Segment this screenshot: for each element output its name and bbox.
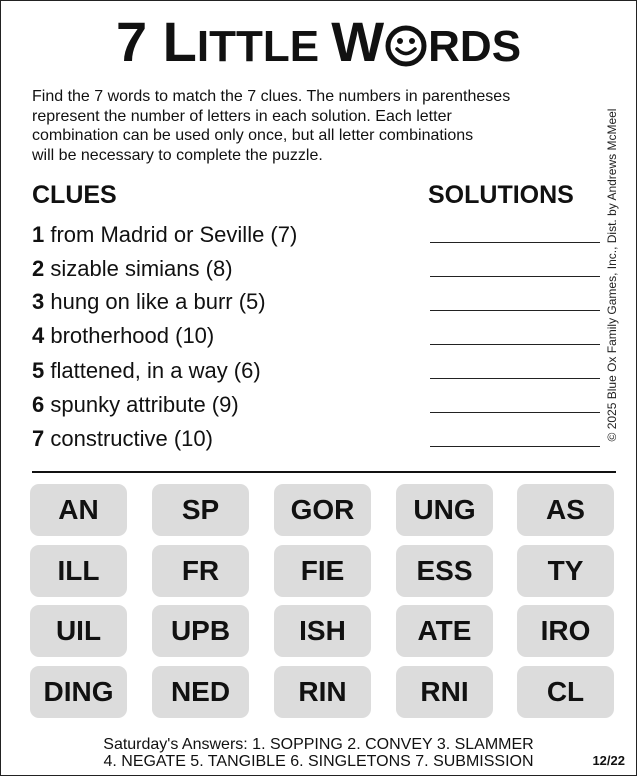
- title-part-2: ITTLE: [196, 22, 332, 71]
- clue-4: [32, 325, 214, 347]
- clues-heading: CLUES: [32, 181, 117, 209]
- clue-6: [32, 394, 239, 416]
- clue-1: [32, 224, 297, 246]
- letter-tile[interactable]: UNG: [396, 484, 493, 536]
- clue-number: 4: [32, 323, 45, 348]
- instructions-line: will be necessary to complete the puzzle.: [32, 146, 323, 164]
- clue-text: brotherhood (10): [44, 323, 215, 348]
- solution-blank-2[interactable]: [430, 276, 600, 277]
- clue-3: [32, 291, 266, 313]
- letter-tile[interactable]: DING: [30, 666, 127, 718]
- letter-tile[interactable]: ILL: [30, 545, 127, 597]
- instructions-line: Find the 7 words to match the 7 clues. The numbers in parentheses: [32, 88, 511, 105]
- letter-tile[interactable]: ATE: [396, 605, 493, 657]
- clue-number: 3: [32, 289, 45, 314]
- instructions: [32, 87, 617, 165]
- letter-tile[interactable]: SP: [152, 484, 249, 536]
- clue-text: hung on like a burr (5): [44, 289, 266, 314]
- clue-number: 2: [32, 256, 45, 281]
- title-part-3: W: [331, 10, 385, 73]
- instructions-line: represent the number of letters in each solution. Each letter: [32, 107, 452, 125]
- instructions-line: combination can be used only once, but all letter combinations: [32, 127, 474, 144]
- letter-tile[interactable]: NED: [152, 666, 249, 718]
- letter-tile[interactable]: RNI: [396, 666, 493, 718]
- letter-tile[interactable]: AS: [517, 484, 614, 536]
- letter-tile[interactable]: CL: [517, 666, 614, 718]
- clue-text: constructive (10): [44, 426, 213, 451]
- previous-answers-line-1: Saturday's Answers: 1. SOPPING 2. CONVEY 3. SLAMMER: [103, 736, 534, 753]
- section-divider: [32, 471, 616, 473]
- solution-blank-4[interactable]: [430, 344, 600, 345]
- clue-text: spunky attribute (9): [44, 392, 239, 417]
- solution-blank-1[interactable]: [430, 242, 600, 243]
- clue-7: [32, 428, 213, 450]
- letter-tile[interactable]: IRO: [517, 605, 614, 657]
- letter-tile[interactable]: ISH: [274, 605, 371, 657]
- solution-blank-3[interactable]: [430, 310, 600, 311]
- previous-answers-line-2: 4. NEGATE 5. TANGIBLE 6. SINGLETONS 7. SUBMISSION: [103, 753, 534, 770]
- title-part-4: RDS: [428, 22, 522, 71]
- puzzle-date: 12/22: [592, 753, 625, 768]
- clue-5: [32, 360, 261, 382]
- smiley-face-icon: [385, 25, 427, 71]
- letter-tile[interactable]: UIL: [30, 605, 127, 657]
- clue-number: 7: [32, 426, 45, 451]
- title-part-1: 7 L: [115, 10, 197, 73]
- clue-2: [32, 258, 233, 280]
- letter-tile[interactable]: UPB: [152, 605, 249, 657]
- solutions-heading: SOLUTIONS: [428, 181, 574, 209]
- solution-blank-5[interactable]: [430, 378, 600, 379]
- letter-tile[interactable]: FR: [152, 545, 249, 597]
- letter-tile[interactable]: RIN: [274, 666, 371, 718]
- letter-tile[interactable]: FIE: [274, 545, 371, 597]
- letter-tile[interactable]: ESS: [396, 545, 493, 597]
- clue-number: 5: [32, 358, 45, 383]
- copyright-notice: © 2025 Blue Ox Family Games, Inc., Dist. by Andrews McMeel: [605, 108, 619, 442]
- solution-blank-6[interactable]: [430, 412, 600, 413]
- clue-text: from Madrid or Seville (7): [44, 222, 298, 247]
- puzzle-title: [0, 10, 637, 73]
- solution-blank-7[interactable]: [430, 446, 600, 447]
- clue-number: 1: [32, 222, 45, 247]
- letter-tile[interactable]: TY: [517, 545, 614, 597]
- letter-tile[interactable]: GOR: [274, 484, 371, 536]
- letter-tile[interactable]: AN: [30, 484, 127, 536]
- clue-text: flattened, in a way (6): [44, 358, 261, 383]
- clue-number: 6: [32, 392, 45, 417]
- clue-text: sizable simians (8): [44, 256, 233, 281]
